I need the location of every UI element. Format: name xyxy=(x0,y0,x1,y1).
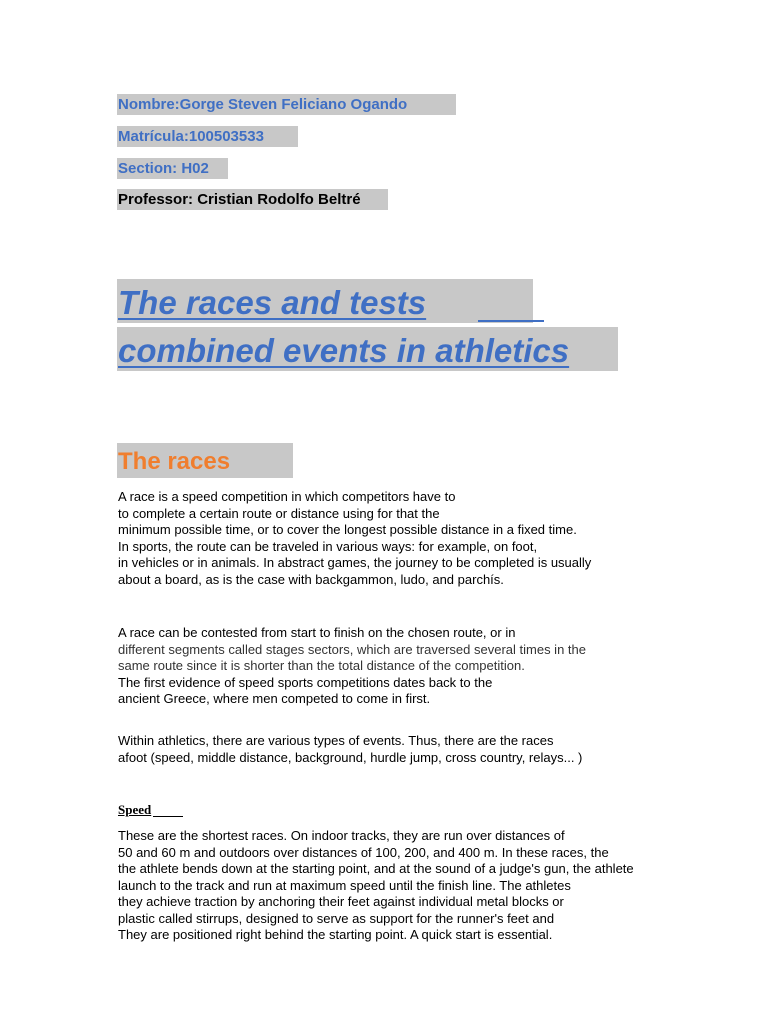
student-section: Section: H02 xyxy=(118,160,209,177)
paragraph-line: about a board, as is the case with backgammon, ludo, and parchís. xyxy=(118,571,504,587)
speed-paragraph xyxy=(118,828,698,944)
paragraph-line: afoot (speed, middle distance, background, hurdle jump, cross country, relays... ) xyxy=(118,749,583,765)
paragraph-line: These are the shortest races. On indoor tracks, they are run over distances of xyxy=(118,828,565,843)
speed-subheading: Speed xyxy=(118,802,152,817)
paragraph-line: plastic called stirrups, designed to serve as support for the runner's feet and xyxy=(118,910,555,926)
paragraph-line: same route since it is shorter than the total distance of the competition. xyxy=(118,658,525,673)
paragraph-line: in vehicles or in animals. In abstract games, the journey to be completed is usually xyxy=(118,555,592,570)
paragraph-line: they achieve traction by anchoring their feet against individual metal blocks or xyxy=(118,894,564,909)
paragraph-line: the athlete bends down at the starting point, and at the sound of a judge's gun, the athlete xyxy=(118,861,634,876)
paragraph-line: A race can be contested from start to finish on the chosen route, or in xyxy=(118,625,516,640)
professor-name: Professor: Cristian Rodolfo Beltré xyxy=(118,191,361,208)
paragraph-line: launch to the track and run at maximum speed until the finish line. The athletes xyxy=(118,877,571,893)
speed-underline-extension xyxy=(153,816,183,817)
paragraph-2 xyxy=(118,625,698,708)
paragraph-line: Within athletics, there are various types of events. Thus, there are the races xyxy=(118,733,554,748)
paragraph-line: They are positioned right behind the starting point. A quick start is essential. xyxy=(118,927,553,942)
paragraph-line: The first evidence of speed sports competitions dates back to the xyxy=(118,674,493,690)
paragraph-3 xyxy=(118,733,698,766)
paragraph-line: 50 and 60 m and outdoors over distances of 100, 200, and 400 m. In these races, the xyxy=(118,844,609,860)
student-name: Nombre:Gorge Steven Feliciano Ogando xyxy=(118,96,408,113)
document-title-line1: The races and tests xyxy=(118,284,427,321)
student-matricula: Matrícula:100503533 xyxy=(118,128,264,145)
paragraph-line: minimum possible time, or to cover the longest possible distance in a fixed time. xyxy=(118,522,577,537)
paragraph-line: to complete a certain route or distance using for that the xyxy=(118,505,440,521)
paragraph-1 xyxy=(118,489,698,588)
title-underline-extension xyxy=(478,320,544,322)
paragraph-line: ancient Greece, where men competed to come in first. xyxy=(118,691,431,706)
document-title-line2: combined events in athletics xyxy=(118,332,570,369)
paragraph-line: In sports, the route can be traveled in various ways: for example, on foot, xyxy=(118,538,538,554)
paragraph-line: different segments called stages sectors, which are traversed several times in the xyxy=(118,641,586,657)
paragraph-line: A race is a speed competition in which competitors have to xyxy=(118,489,456,504)
section-heading: The races xyxy=(118,448,231,475)
